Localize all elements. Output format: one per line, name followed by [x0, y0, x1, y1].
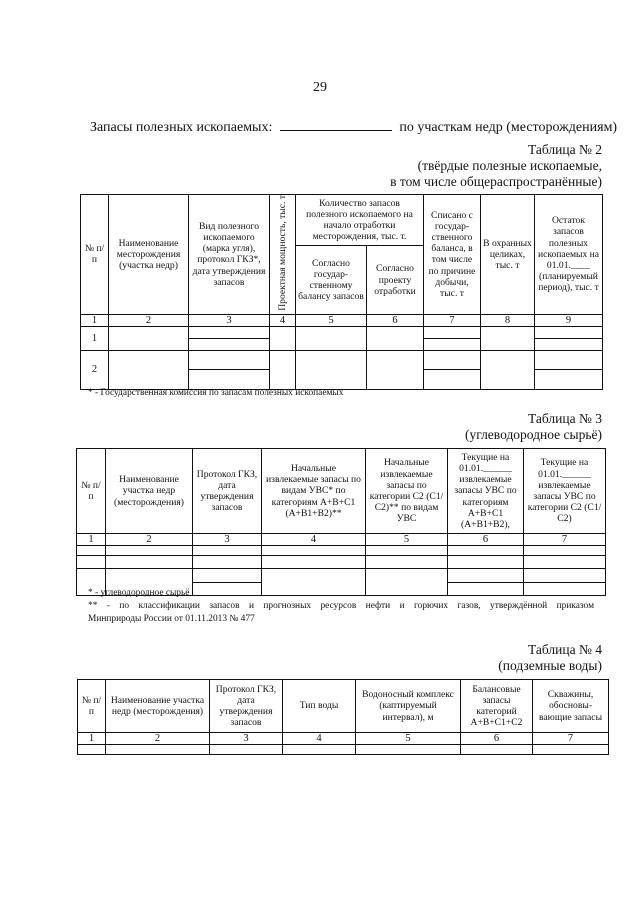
t2-cell [189, 338, 270, 350]
table2-caption-title: Таблица № 2 [528, 142, 602, 157]
t3-col-num: 3 [193, 534, 262, 546]
t2-cell [367, 350, 424, 389]
t3-h-name: Наименование участка недр (месторождения) [106, 449, 193, 534]
t2-h-remain: Остаток запасов полезных ископаемых на 01.01.____ (планируемый период), тыс. т [535, 195, 603, 315]
t4-cell [283, 745, 356, 755]
table3-caption-line2: (углеводородное сырьё) [464, 427, 602, 442]
t4-cell [356, 745, 461, 755]
t4-cell [106, 745, 210, 755]
table2-footnote: * - Государственная комиссия по запасам полезных ископаемых [88, 388, 344, 398]
t3-cell [524, 546, 606, 556]
t3-cell [448, 556, 524, 569]
t2-h-pillars: В охранных целиках, тыс. т [481, 195, 535, 315]
table2-caption-line3: в том числе общераспространённые) [390, 174, 602, 189]
t4-h-water-type: Тип воды [283, 680, 356, 733]
t3-cell [262, 556, 366, 569]
reserves-heading [90, 118, 617, 136]
t2-col-num: 1 [81, 314, 109, 326]
t2-cell [424, 326, 481, 338]
t4-col-num: 6 [461, 733, 533, 745]
t4-cell [78, 745, 106, 755]
t4-col-num: 5 [356, 733, 461, 745]
heading-left: Запасы полезных ископаемых: [90, 120, 273, 135]
t3-cell [366, 556, 448, 569]
t2-cell [189, 350, 270, 369]
t2-h-kind: Вид полезного ископаемого (марка угля), протокол ГКЗ*, дата утверждения запасов [189, 195, 270, 315]
t2-cell [270, 326, 296, 350]
t2-cell [109, 326, 189, 350]
t2-h-name: Наименование месторождения (участка недр) [109, 195, 189, 315]
t3-h-cur-c2: Текущие на 01.01.______ извлекаемые запасы УВС по категории С2 (С1/С2) [524, 449, 606, 534]
t2-h-project: Согласно проекту отработки [367, 246, 424, 315]
t2-cell [535, 350, 603, 369]
t3-col-num: 7 [524, 534, 606, 546]
table3-caption [465, 411, 602, 443]
t4-h-aquifer: Водоносный комплекс (каптируемый интервал), м [356, 680, 461, 733]
t2-cell [296, 326, 367, 350]
t2-cell [270, 350, 296, 389]
t3-col-num: 6 [448, 534, 524, 546]
table3-caption-title: Таблица № 3 [528, 411, 602, 426]
t4-col-num: 7 [533, 733, 609, 745]
t2-cell [424, 350, 481, 369]
t4-h-wells: Скважины, обосновы- вающие запасы [533, 680, 609, 733]
t2-col-num: 8 [481, 314, 535, 326]
table4-caption-title: Таблица № 4 [528, 642, 602, 657]
t4-h-name: Наименование участка недр (месторождения) [106, 680, 210, 733]
t2-col-num: 4 [270, 314, 296, 326]
t3-cell [193, 556, 262, 569]
t2-cell [424, 338, 481, 350]
heading-right: по участкам недр (месторождениям) [399, 120, 618, 135]
table4-caption [498, 642, 602, 674]
t3-cell [77, 556, 106, 569]
t2-cell [535, 326, 603, 338]
table4-caption-line2: (подземные воды) [498, 658, 602, 673]
t2-h-written: Списано с государ- ственного баланса, в том числе по причине добычи, тыс. т [424, 195, 481, 315]
t3-col-num: 5 [366, 534, 448, 546]
heading-blank-line [280, 118, 392, 131]
t2-cell [367, 326, 424, 350]
t4-cell [461, 745, 533, 755]
t2-row-num: 2 [81, 350, 109, 389]
t3-h-c2: Начальные извлекаемые запасы по категории С2 (С1/С2)** по видам УВС [366, 449, 448, 534]
t4-h-protocol: Протокол ГКЗ, дата утверждения запасов [210, 680, 283, 733]
t2-row-num: 1 [81, 326, 109, 350]
t3-cell [106, 556, 193, 569]
table2-caption [390, 142, 602, 190]
t4-col-num: 3 [210, 733, 283, 745]
t3-col-num: 2 [106, 534, 193, 546]
t2-h-capacity [270, 195, 296, 315]
t2-col-num: 9 [535, 314, 603, 326]
t3-cell [366, 546, 448, 556]
t3-cell [524, 556, 606, 569]
t3-cell [106, 546, 193, 556]
t2-col-num: 5 [296, 314, 367, 326]
t2-h-qty: Количество запасов полезного ископаемого на начало отработки месторождения, тыс. т. [296, 195, 424, 246]
t4-h-num: № п/п [78, 680, 106, 733]
t3-cell [448, 569, 524, 583]
t4-col-num: 4 [283, 733, 356, 745]
t2-col-num: 6 [367, 314, 424, 326]
t4-col-num: 1 [78, 733, 106, 745]
table3-note2: ** - по классификации запасов и прогнозных ресурсов нефти и горючих газов, утверждённой приказом [88, 601, 594, 611]
t2-h-balance: Согласно государ- ственному балансу запасов [296, 246, 367, 315]
table2-solid-minerals [80, 194, 603, 390]
t2-h-num: № п/п [81, 195, 109, 315]
t3-cell [193, 569, 262, 583]
t2-cell [481, 350, 535, 389]
t2-col-num: 7 [424, 314, 481, 326]
t3-col-num: 1 [77, 534, 106, 546]
t3-col-num: 4 [262, 534, 366, 546]
t2-col-num: 2 [109, 314, 189, 326]
t3-h-protocol: Протокол ГКЗ, дата утверждения запасов [193, 449, 262, 534]
page-number: 29 [313, 80, 327, 95]
table2-caption-line2: (твёрдые полезные ископаемые, [417, 158, 602, 173]
t4-h-balance: Балансовые запасы категорий А+В+С1+С2 [461, 680, 533, 733]
t3-cell [448, 546, 524, 556]
t2-cell [296, 350, 367, 389]
t4-col-num: 2 [106, 733, 210, 745]
t3-cell [193, 546, 262, 556]
t3-cell [524, 569, 606, 583]
table3-note3: Минприроды России от 01.11.2013 № 477 [88, 614, 255, 624]
table3-note1: * - углеводородное сырьё [88, 588, 190, 598]
t3-cell [262, 546, 366, 556]
t2-col-num: 3 [189, 314, 270, 326]
t2-cell [189, 326, 270, 338]
t2-cell [109, 350, 189, 389]
table4-groundwater [77, 679, 609, 755]
t4-cell [210, 745, 283, 755]
t3-h-initial: Начальные извлекаемые запасы по видам УВС* по категориям А+В+С1 (А+В1+В2)** [262, 449, 366, 534]
t2-h-capacity-text: Проектная мощность, тыс. т [276, 195, 288, 311]
t3-cell [77, 546, 106, 556]
table3-hydrocarbons [76, 448, 606, 596]
t2-cell [481, 326, 535, 350]
t4-cell [533, 745, 609, 755]
t3-h-cur-abc: Текущие на 01.01.______ извлекаемые запасы УВС по категориям А+В+С1 (А+В1+В2), [448, 449, 524, 534]
t3-h-num: № п/п [77, 449, 106, 534]
t2-cell [535, 338, 603, 350]
